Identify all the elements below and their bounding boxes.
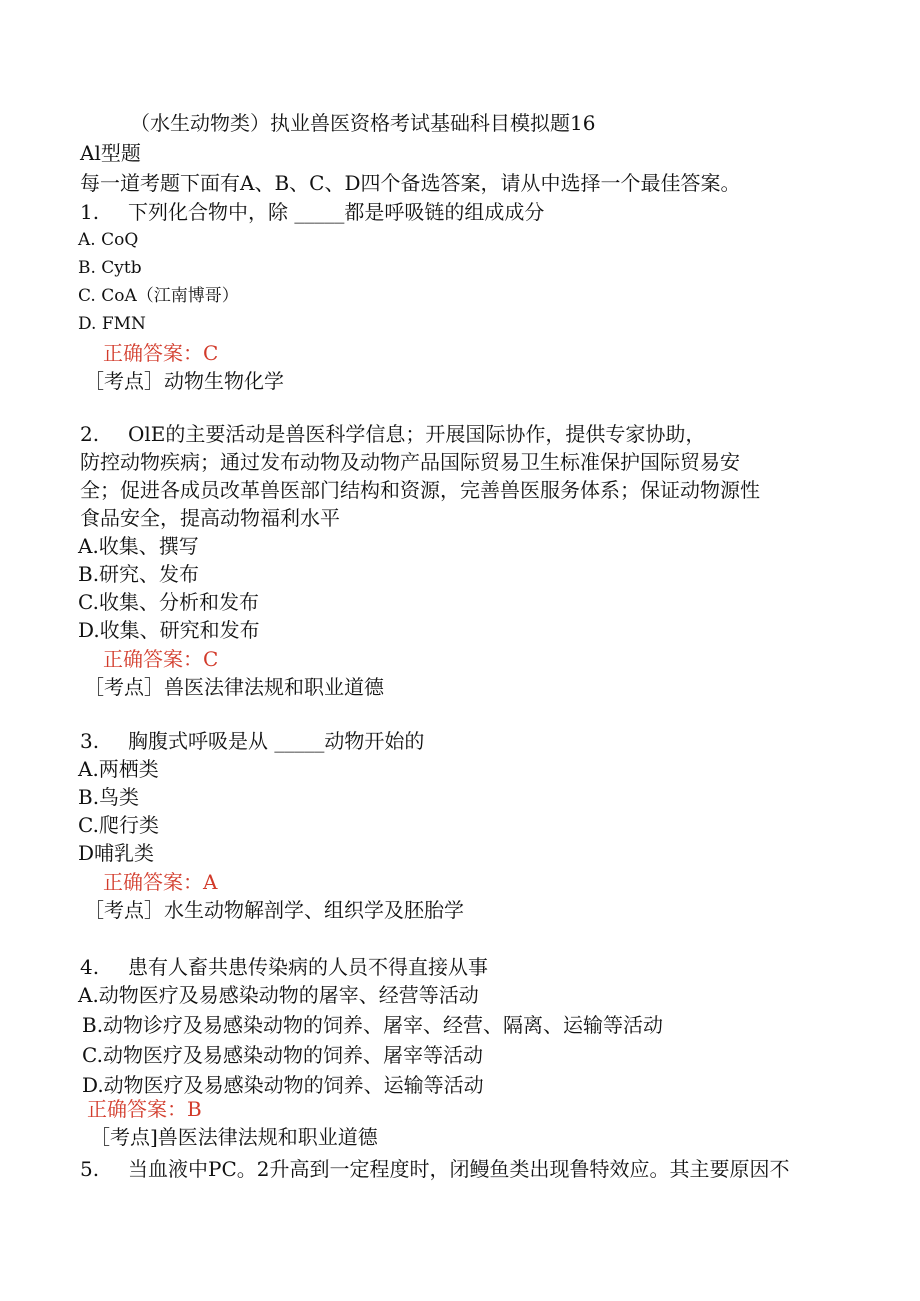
question-1-option-a: A. CoQ: [78, 230, 139, 250]
question-4-option-d: D.动物医疗及易感染动物的饲养、运输等活动: [82, 1073, 484, 1097]
question-1-option-c: C. CoA（江南博哥）: [78, 286, 239, 306]
question-2-text-line: 全；促进各成员改革兽医部门结构和资源，完善兽医服务体系；保证动物源性: [80, 478, 760, 502]
question-number: 4.: [80, 955, 100, 979]
question-text: 下列化合物中，除 _____都是呼吸链的组成成分: [128, 200, 545, 224]
question-number: 1.: [80, 200, 100, 224]
question-4-stem: [80, 954, 488, 980]
question-2-option-d: D.收集、研究和发布: [78, 618, 260, 642]
question-1-answer: 正确答案：C: [103, 341, 219, 365]
question-3-option-a: A.两栖类: [78, 757, 159, 781]
question-2-text-line: 食品安全，提高动物福利水平: [80, 506, 340, 530]
question-2-topic: ［考点］兽医法律法规和职业道德: [84, 675, 384, 699]
question-1-option-b: B. Cytb: [78, 258, 142, 278]
instruction-text: 每一道考题下面有A、B、C、D四个备选答案，请从中选择一个最佳答案。: [80, 171, 741, 195]
question-5-stem: [80, 1156, 789, 1182]
question-2-text-line: 防控动物疾病；通过发布动物及动物产品国际贸易卫生标准保护国际贸易安: [80, 450, 740, 474]
question-number: 2.: [80, 422, 100, 446]
question-text: 当血液中PC。2升高到一定程度时，闭鳗鱼类出现鲁特效应。其主要原因不: [128, 1157, 790, 1181]
question-text: 患有人畜共患传染病的人员不得直接从事: [128, 955, 488, 979]
question-3-option-b: B.鸟类: [78, 785, 140, 809]
section-heading: Al型题: [80, 141, 141, 165]
question-3-option-c: C.爬行类: [78, 813, 159, 837]
question-3-topic: ［考点］水生动物解剖学、组织学及胚胎学: [84, 898, 464, 922]
question-number: 3.: [80, 729, 100, 753]
question-2-option-b: B.研究、发布: [78, 562, 200, 586]
question-2-stem: [80, 421, 705, 447]
question-1-topic: ［考点］动物生物化学: [84, 369, 284, 393]
document-title: （水生动物类）执业兽医资格考试基础科目模拟题16: [130, 111, 596, 135]
question-1-option-d: D. FMN: [78, 314, 146, 334]
question-4-option-c: C.动物医疗及易感染动物的饲养、屠宰等活动: [82, 1043, 483, 1067]
question-number: 5.: [80, 1157, 100, 1181]
question-3-answer: 正确答案：A: [103, 870, 218, 894]
question-text: OlE的主要活动是兽医科学信息；开展国际协作，提供专家协助，: [128, 422, 706, 446]
question-3-stem: [80, 728, 424, 754]
question-2-option-c: C.收集、分析和发布: [78, 590, 259, 614]
question-text: 胸腹式呼吸是从 _____动物开始的: [128, 729, 425, 753]
question-2-answer: 正确答案：C: [103, 647, 219, 671]
question-4-answer: 正确答案：B: [87, 1097, 202, 1121]
question-1-stem: [80, 199, 544, 225]
question-4-option-b: B.动物诊疗及易感染动物的饲养、屠宰、经营、隔离、运输等活动: [82, 1013, 664, 1037]
question-4-option-a: A.动物医疗及易感染动物的屠宰、经营等活动: [78, 983, 479, 1007]
question-2-option-a: A.收集、撰写: [78, 534, 199, 558]
question-3-option-d: D哺乳类: [78, 841, 155, 865]
question-4-topic: ［考点]兽医法律法规和职业道德: [90, 1125, 378, 1149]
